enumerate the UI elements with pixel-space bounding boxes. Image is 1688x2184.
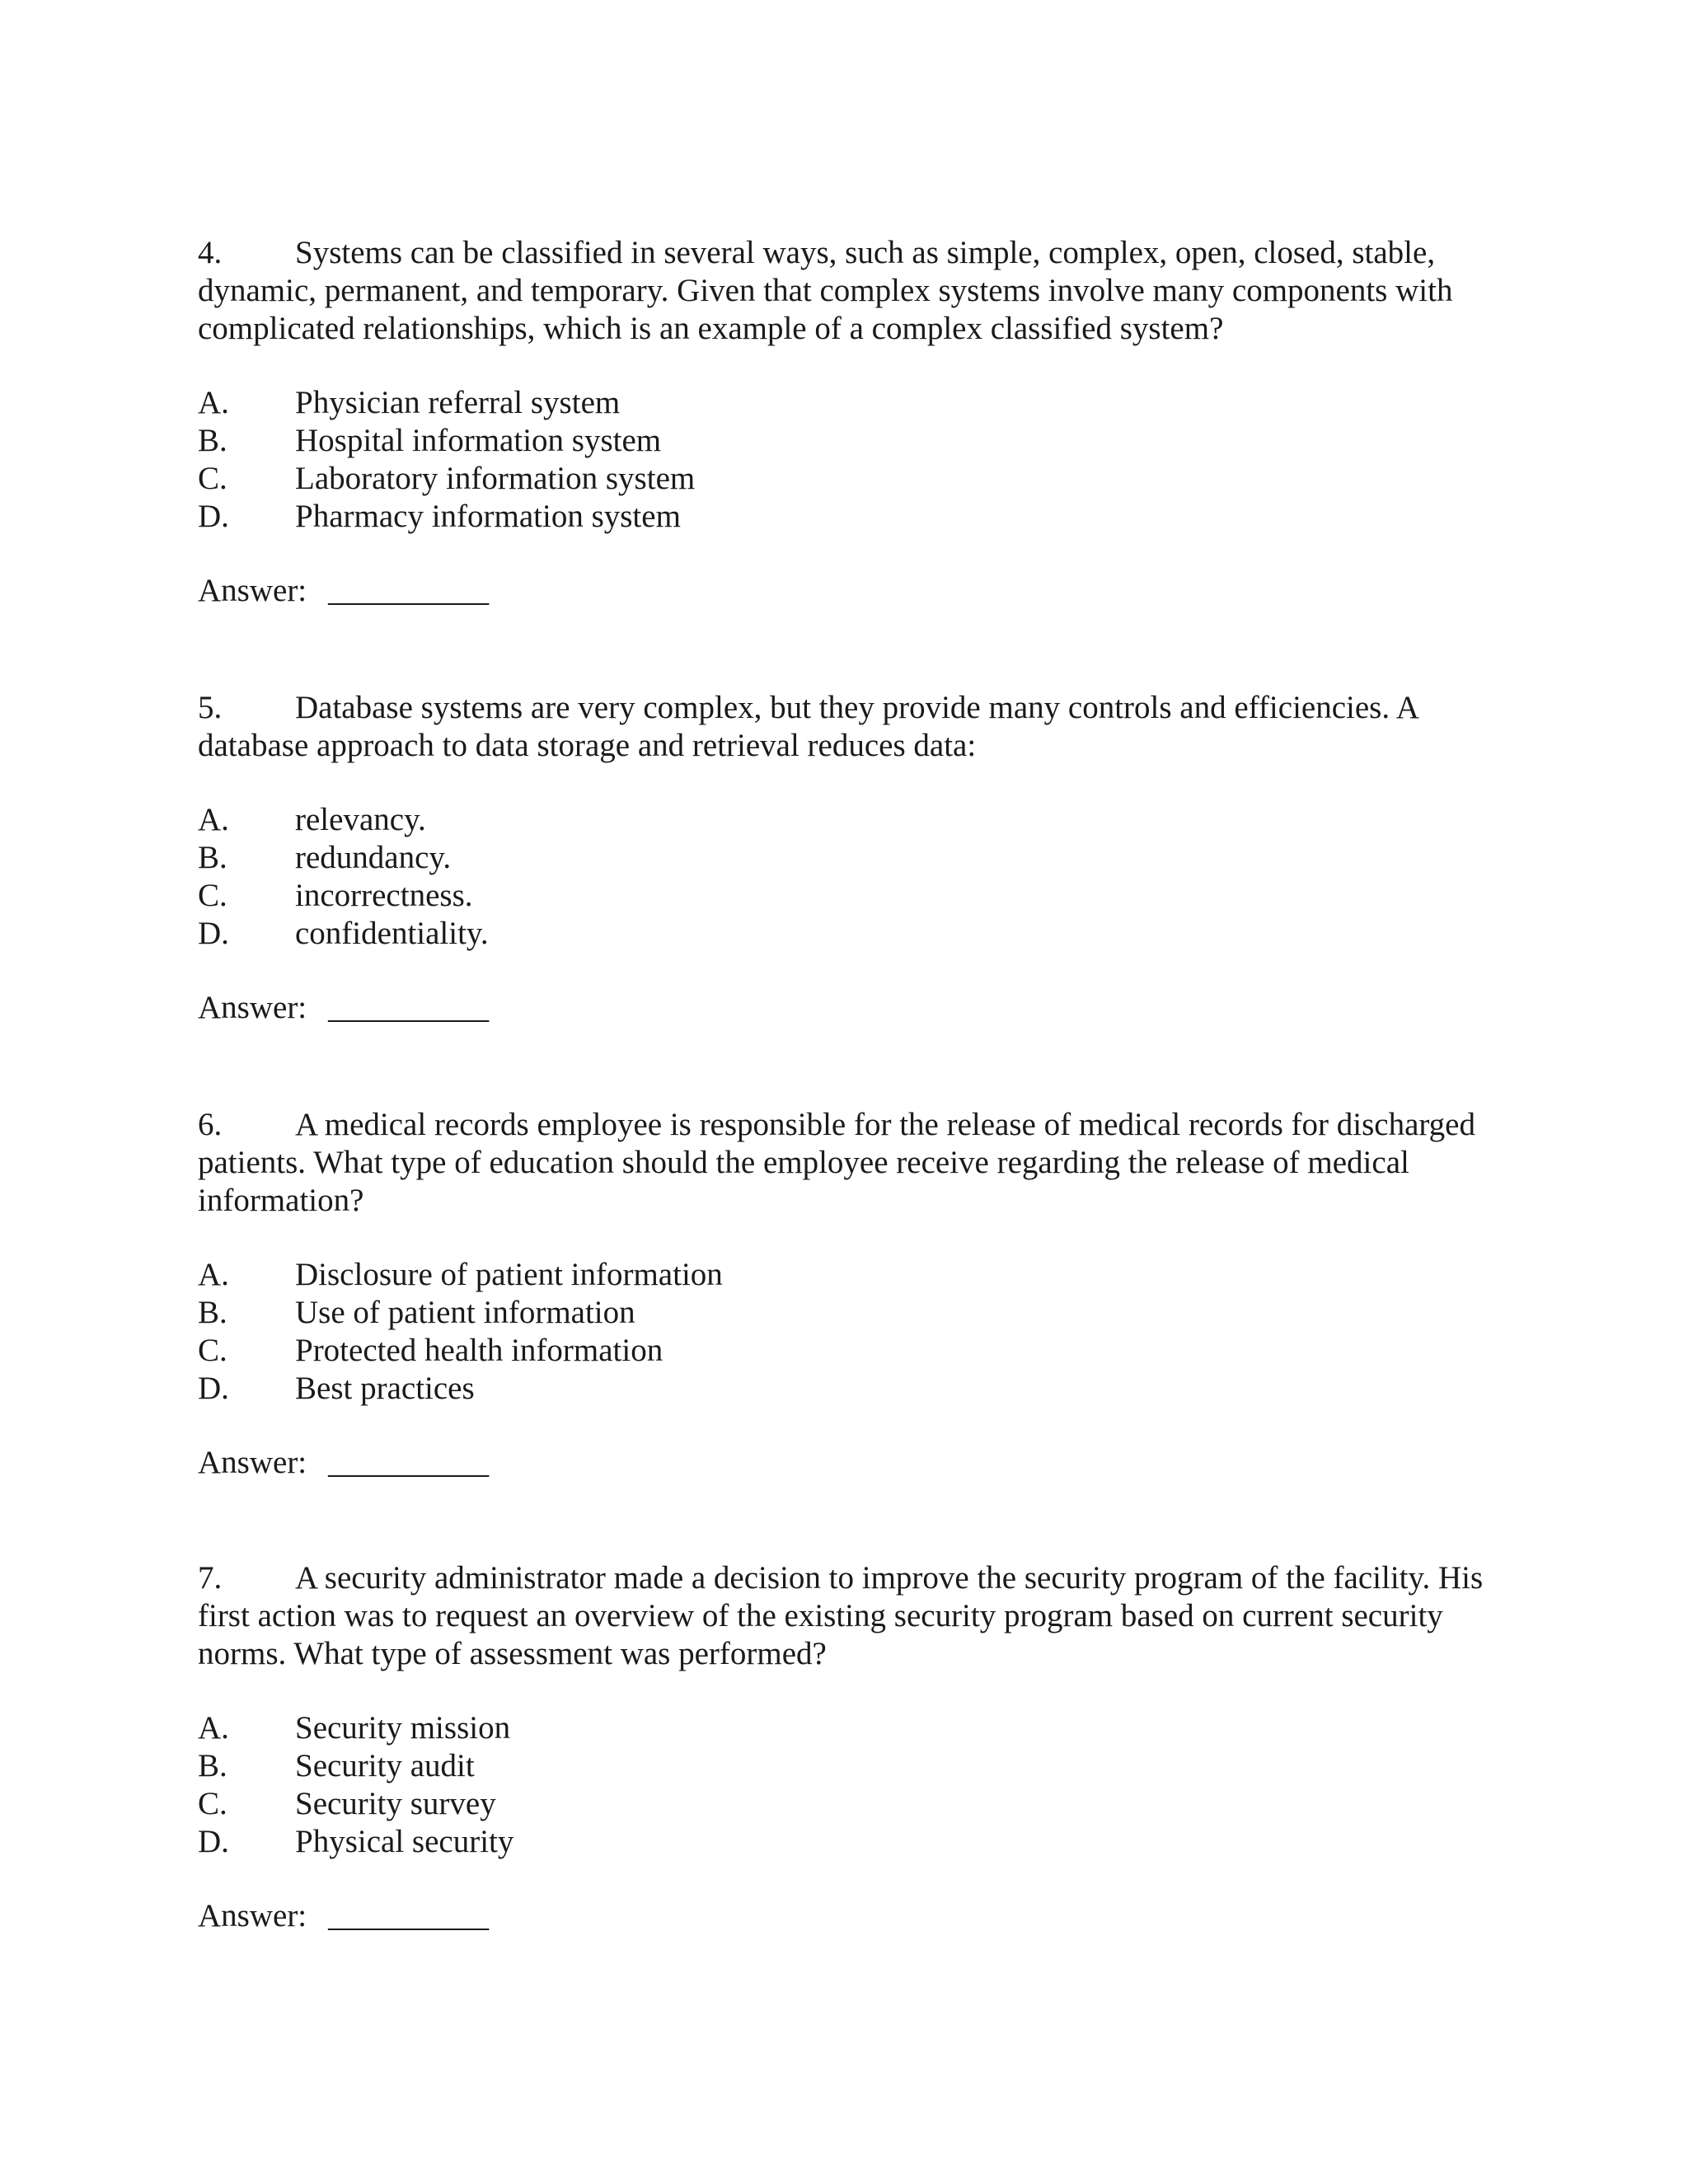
option-b (198, 1294, 1484, 1332)
option-letter: C. (198, 461, 227, 496)
option-text: Use of patient information (295, 1295, 635, 1330)
option-a (198, 1256, 1484, 1294)
option-letter: D. (198, 1371, 229, 1406)
question-stem (198, 1106, 1484, 1220)
option-text: confidentiality. (295, 916, 489, 951)
option-letter: D. (198, 916, 229, 951)
option-text: Pharmacy information system (295, 499, 681, 534)
option-d (198, 498, 1484, 536)
option-d (198, 1823, 1484, 1861)
option-text: Laboratory information system (295, 461, 696, 496)
option-letter: A. (198, 802, 229, 837)
option-text: relevancy. (295, 802, 426, 837)
answer-options (198, 801, 1484, 953)
question-number: 7. (198, 1560, 223, 1596)
question-4 (198, 234, 1484, 610)
option-c (198, 1785, 1484, 1823)
option-letter: A. (198, 385, 229, 420)
answer-blank[interactable]: __________ (328, 1445, 490, 1480)
answer-label: Answer: (198, 573, 307, 608)
option-letter: C. (198, 1786, 227, 1821)
question-number: 4. (198, 235, 223, 270)
option-text: Hospital information system (295, 423, 662, 458)
question-text: Database systems are very complex, but they provide many controls and efficiencies. A database approach to data storage and retrieval reduces data: (198, 690, 1418, 763)
question-stem (198, 234, 1484, 348)
option-text: incorrectness. (295, 878, 473, 913)
question-text: A medical records employee is responsible for the release of medical records for discharged patients. What type of education should the employee receive regarding the release of medical information? (198, 1107, 1475, 1218)
option-letter: A. (198, 1710, 229, 1746)
option-d (198, 915, 1484, 953)
option-text: Protected health information (295, 1333, 663, 1368)
answer-blank[interactable]: __________ (328, 573, 490, 608)
option-text: Security mission (295, 1710, 511, 1746)
option-text: Physical security (295, 1824, 514, 1859)
option-letter: A. (198, 1257, 229, 1292)
option-letter: C. (198, 1333, 227, 1368)
answer-label: Answer: (198, 1445, 307, 1480)
option-text: Disclosure of patient information (295, 1257, 723, 1292)
answer-options (198, 1709, 1484, 1861)
answer-options (198, 1256, 1484, 1408)
option-c (198, 460, 1484, 498)
option-letter: D. (198, 1824, 229, 1859)
option-text: Best practices (295, 1371, 475, 1406)
answer-blank[interactable]: __________ (328, 990, 490, 1025)
question-text: A security administrator made a decision to improve the security program of the facility. His first action was to request an overview of the existing security program based on current security norms. What type of assessment was performed? (198, 1560, 1484, 1671)
option-letter: D. (198, 499, 229, 534)
question-number: 6. (198, 1107, 223, 1142)
option-a (198, 1709, 1484, 1747)
option-b (198, 1747, 1484, 1785)
answer-label: Answer: (198, 990, 307, 1025)
option-d (198, 1370, 1484, 1408)
question-5 (198, 689, 1484, 1027)
option-letter: B. (198, 423, 227, 458)
option-letter: B. (198, 1748, 227, 1783)
option-letter: C. (198, 878, 227, 913)
option-b (198, 422, 1484, 460)
question-6 (198, 1106, 1484, 1482)
option-letter: B. (198, 840, 227, 875)
answer-label: Answer: (198, 1898, 307, 1933)
answer-line (198, 989, 1484, 1027)
question-stem (198, 1559, 1484, 1673)
question-text: Systems can be classified in several ways, such as simple, complex, open, closed, stable, dynamic, permanent, and temporary. Given that complex systems involve many components with complicated relationships, which is an example of a complex classified system? (198, 235, 1453, 346)
option-text: redundancy. (295, 840, 452, 875)
option-b (198, 839, 1484, 877)
option-c (198, 1332, 1484, 1370)
answer-line (198, 572, 1484, 610)
question-stem (198, 689, 1484, 765)
option-text: Security audit (295, 1748, 475, 1783)
option-text: Physician referral system (295, 385, 621, 420)
answer-blank[interactable]: __________ (328, 1898, 490, 1933)
option-a (198, 801, 1484, 839)
question-number: 5. (198, 690, 223, 725)
answer-line (198, 1897, 1484, 1935)
option-a (198, 384, 1484, 422)
answer-line (198, 1444, 1484, 1482)
option-text: Security survey (295, 1786, 496, 1821)
question-7 (198, 1559, 1484, 1935)
option-letter: B. (198, 1295, 227, 1330)
answer-options (198, 384, 1484, 536)
option-c (198, 877, 1484, 915)
